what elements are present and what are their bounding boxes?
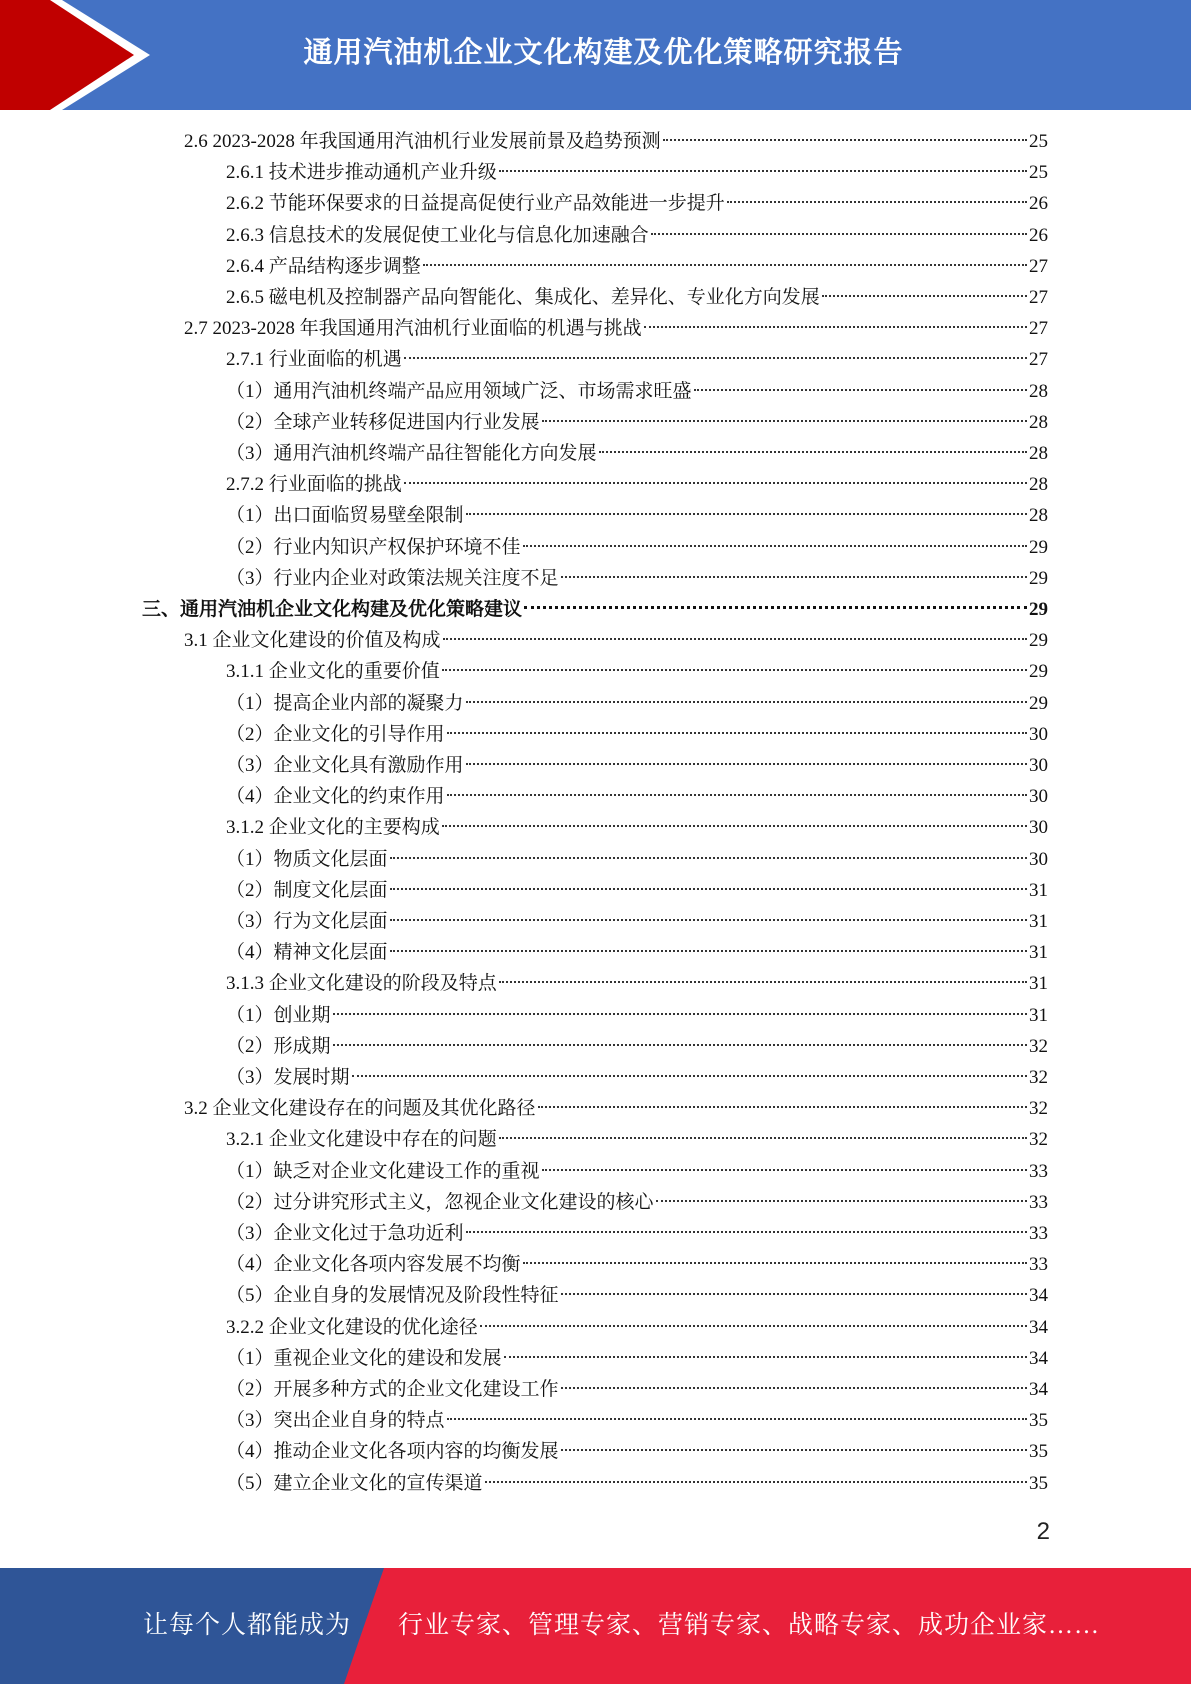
toc-entry-page: 26 <box>1029 193 1048 215</box>
toc-dot-leader <box>390 857 1027 859</box>
toc-entry[interactable] <box>226 1187 1048 1218</box>
toc-entry-page: 35 <box>1029 1441 1048 1463</box>
toc-dot-leader <box>523 545 1027 547</box>
toc-entry[interactable] <box>226 1031 1048 1062</box>
toc-entry-page: 33 <box>1029 1191 1048 1213</box>
toc-entry-page: 30 <box>1029 755 1048 776</box>
toc-entry-page: 34 <box>1029 1285 1048 1307</box>
toc-entry-page: 32 <box>1029 1067 1048 1088</box>
toc-entry-page: 30 <box>1029 786 1048 808</box>
toc-entry-page: 29 <box>1029 661 1048 683</box>
toc-dot-leader <box>390 950 1027 952</box>
toc-entry[interactable] <box>226 407 1048 438</box>
toc-entry-label: 2.6 2023-2028 年我国通用汽油机行业发展前景及趋势预测 <box>184 131 661 152</box>
toc-entry[interactable] <box>184 625 1048 656</box>
toc-entry[interactable] <box>226 688 1048 719</box>
toc-entry[interactable] <box>226 188 1048 219</box>
toc-entry-label: 2.6.1 技术进步推动通机产业升级 <box>226 162 497 184</box>
toc-entry[interactable] <box>226 1280 1048 1311</box>
toc-entry-label: （1）提高企业内部的凝聚力 <box>226 692 464 714</box>
toc-entry-page: 35 <box>1029 1472 1048 1494</box>
toc-dot-leader <box>523 1262 1027 1264</box>
toc-entry-page: 33 <box>1029 1254 1048 1276</box>
toc-entry[interactable] <box>226 844 1048 875</box>
toc-entry-label: （1）物质文化层面 <box>226 848 388 870</box>
toc-entry-label: （5）企业自身的发展情况及阶段性特征 <box>226 1285 559 1307</box>
toc-entry-label: 3.1 企业文化建设的价值及构成 <box>184 630 441 652</box>
page-header <box>0 0 1191 110</box>
toc-entry[interactable] <box>226 563 1048 594</box>
toc-dot-leader <box>651 233 1027 235</box>
toc-dot-leader <box>442 825 1027 827</box>
toc-dot-leader <box>561 1293 1027 1295</box>
toc-entry[interactable] <box>226 656 1048 687</box>
toc-entry-page: 29 <box>1029 630 1048 652</box>
toc-entry-page: 26 <box>1029 224 1048 246</box>
toc-dot-leader <box>480 1325 1027 1327</box>
toc-entry[interactable] <box>226 750 1048 781</box>
toc-entry-page: 30 <box>1029 848 1048 870</box>
toc-entry[interactable] <box>226 812 1048 843</box>
toc-entry-page: 31 <box>1029 973 1048 995</box>
toc-entry-label: （2）全球产业转移促进国内行业发展 <box>226 411 540 433</box>
toc-entry-page: 25 <box>1029 162 1048 184</box>
toc-entry-page: 31 <box>1029 1004 1048 1026</box>
toc-entry[interactable] <box>226 282 1048 313</box>
toc-entry-label: 3.1.1 企业文化的重要价值 <box>226 661 440 683</box>
toc-entry-page: 27 <box>1029 255 1048 277</box>
toc-dot-leader <box>524 606 1027 609</box>
toc-entry[interactable] <box>184 126 1048 157</box>
toc-entry[interactable] <box>226 438 1048 469</box>
toc-dot-leader <box>466 763 1027 765</box>
toc-entry[interactable] <box>226 719 1048 750</box>
toc-entry-label: 3.2 企业文化建设存在的问题及其优化路径 <box>184 1098 536 1120</box>
toc-entry-label: 3.2.1 企业文化建设中存在的问题 <box>226 1129 497 1151</box>
toc-entry[interactable] <box>226 1249 1048 1280</box>
toc-entry-label: （3）发展时期 <box>226 1067 350 1088</box>
toc-entry-label: （3）企业文化具有激励作用 <box>226 755 464 776</box>
toc-dot-leader <box>352 1075 1027 1077</box>
footer-slogan-right: 行业专家、管理专家、营销专家、战略专家、成功企业家…… <box>398 1612 1101 1639</box>
toc-entry-label: （3）通用汽油机终端产品往智能化方向发展 <box>226 443 597 464</box>
toc-entry[interactable] <box>226 376 1048 407</box>
toc-dot-leader <box>485 1481 1027 1483</box>
toc-dot-leader <box>561 1449 1027 1451</box>
toc-entry-label: （5）建立企业文化的宣传渠道 <box>226 1472 483 1494</box>
footer-slogan-left: 让每个人都能成为 <box>143 1612 352 1639</box>
toc-dot-leader <box>694 389 1027 391</box>
toc-dot-leader <box>542 420 1027 422</box>
toc-entry-label: 2.6.3 信息技术的发展促使工业化与信息化加速融合 <box>226 224 649 246</box>
toc-entry[interactable] <box>226 220 1048 251</box>
toc-entry-label: 2.6.4 产品结构逐步调整 <box>226 255 421 277</box>
page-number: 2 <box>1036 1518 1050 1545</box>
toc-entry-page: 30 <box>1029 817 1048 839</box>
toc-entry-page: 30 <box>1029 723 1048 745</box>
toc-dot-leader <box>504 1356 1027 1358</box>
toc-entry-page: 31 <box>1029 879 1048 901</box>
toc-dot-leader <box>466 513 1027 515</box>
report-title: 通用汽油机企业文化构建及优化策略研究报告 <box>303 34 904 69</box>
toc-entry-page: 29 <box>1029 692 1048 714</box>
toc-entry[interactable] <box>226 344 1048 375</box>
toc-entry-label: 2.7.2 行业面临的挑战 <box>226 474 402 496</box>
toc-entry-page: 34 <box>1029 1379 1048 1400</box>
toc-entry-label: 2.6.5 磁电机及控制器产品向智能化、集成化、差异化、专业化方向发展 <box>226 287 820 308</box>
toc-dot-leader <box>442 669 1027 671</box>
toc-entry[interactable] <box>184 313 1048 344</box>
toc-entry[interactable] <box>226 1124 1048 1155</box>
toc-entry-page: 27 <box>1029 287 1048 308</box>
toc-entry[interactable] <box>226 1468 1048 1499</box>
toc-entry-page: 28 <box>1029 443 1048 464</box>
toc-entry-page: 33 <box>1029 1223 1048 1244</box>
toc-dot-leader <box>443 638 1027 640</box>
toc-dot-leader <box>423 264 1027 266</box>
toc-dot-leader <box>499 981 1027 983</box>
toc-entry-label: （3）行业内企业对政策法规关注度不足 <box>226 567 559 589</box>
toc-dot-leader <box>499 170 1027 172</box>
toc-entry-page: 28 <box>1029 474 1048 496</box>
toc-entry[interactable] <box>226 1343 1048 1374</box>
toc-entry[interactable] <box>226 532 1048 563</box>
toc-entry-label: （4）企业文化的约束作用 <box>226 786 445 808</box>
toc-dot-leader <box>542 1169 1027 1171</box>
toc-entry-label: （2）行业内知识产权保护环境不佳 <box>226 536 521 558</box>
toc-entry[interactable] <box>226 1156 1048 1187</box>
toc-dot-leader <box>390 888 1027 890</box>
toc-dot-leader <box>333 1044 1027 1046</box>
toc-entry-page: 27 <box>1029 318 1048 340</box>
toc-entry[interactable] <box>226 157 1048 188</box>
toc-dot-leader <box>663 139 1027 141</box>
toc-dot-leader <box>466 1231 1027 1233</box>
toc-dot-leader <box>561 576 1027 578</box>
toc-entry-page: 31 <box>1029 942 1048 964</box>
toc-entry-label: 3.1.3 企业文化建设的阶段及特点 <box>226 973 497 995</box>
toc-entry-page: 29 <box>1029 567 1048 589</box>
toc-entry-page: 27 <box>1029 349 1048 371</box>
toc-entry-page: 32 <box>1029 1098 1048 1120</box>
toc-entry-page: 28 <box>1029 411 1048 433</box>
toc-entry-label: （2）企业文化的引导作用 <box>226 723 445 745</box>
toc-dot-leader <box>538 1106 1027 1108</box>
toc-dot-leader <box>447 732 1027 734</box>
toc-entry-label: 3.1.2 企业文化的主要构成 <box>226 817 440 839</box>
toc-dot-leader <box>561 1387 1027 1389</box>
toc-dot-leader <box>727 201 1027 203</box>
toc-entry-page: 32 <box>1029 1035 1048 1057</box>
toc-entry-label: （1）通用汽油机终端产品应用领域广泛、市场需求旺盛 <box>226 380 692 402</box>
toc-entry[interactable] <box>226 875 1048 906</box>
toc-entry-page: 34 <box>1029 1347 1048 1369</box>
toc-dot-leader <box>644 326 1027 328</box>
toc-entry-label: （2）制度文化层面 <box>226 879 388 901</box>
toc-entry-label: （4）企业文化各项内容发展不均衡 <box>226 1254 521 1276</box>
toc-entry-label: （3）企业文化过于急功近利 <box>226 1223 464 1244</box>
toc-entry-page: 35 <box>1029 1410 1048 1432</box>
toc-entry-label: 三、通用汽油机企业文化构建及优化策略建议 <box>142 599 523 620</box>
toc-entry-label: （4）精神文化层面 <box>226 942 388 964</box>
toc-entry-label: （1）重视企业文化的建设和发展 <box>226 1347 502 1369</box>
toc-entry[interactable] <box>226 906 1048 937</box>
toc-entry-page: 25 <box>1029 131 1048 152</box>
toc-entry-label: （3）行为文化层面 <box>226 911 388 932</box>
toc-dot-leader <box>656 1200 1027 1202</box>
toc-entry[interactable] <box>184 1093 1048 1124</box>
toc-entry[interactable] <box>226 1000 1048 1031</box>
toc-dot-leader <box>390 919 1027 921</box>
toc-entry-page: 33 <box>1029 1160 1048 1182</box>
toc-entry-page: 28 <box>1029 505 1048 527</box>
toc-dot-leader <box>333 1013 1027 1015</box>
toc-entry-label: （1）缺乏对企业文化建设工作的重视 <box>226 1160 540 1182</box>
toc-entry[interactable] <box>226 1436 1048 1467</box>
toc-entry-page: 34 <box>1029 1316 1048 1338</box>
toc-entry-label: 2.7.1 行业面临的机遇 <box>226 349 402 371</box>
toc-dot-leader <box>404 482 1027 484</box>
toc-entry-page: 29 <box>1029 536 1048 558</box>
toc-dot-leader <box>822 295 1027 297</box>
toc-dot-leader <box>447 1418 1027 1420</box>
toc-entry[interactable] <box>142 594 1048 625</box>
toc-dot-leader <box>599 451 1027 453</box>
toc-entry[interactable] <box>226 251 1048 282</box>
toc-entry-label: （4）推动企业文化各项内容的均衡发展 <box>226 1441 559 1463</box>
toc-entry[interactable] <box>226 1405 1048 1436</box>
toc-entry-label: （2）开展多种方式的企业文化建设工作 <box>226 1379 559 1400</box>
toc-dot-leader <box>466 701 1027 703</box>
toc-entry[interactable] <box>226 1218 1048 1249</box>
toc-entry-label: （1）出口面临贸易壁垒限制 <box>226 505 464 527</box>
toc-entry[interactable] <box>226 500 1048 531</box>
toc-entry-label: （3）突出企业自身的特点 <box>226 1410 445 1432</box>
toc-dot-leader <box>404 357 1027 359</box>
toc-dot-leader <box>447 794 1027 796</box>
toc-entry-label: 3.2.2 企业文化建设的优化途径 <box>226 1316 478 1338</box>
toc-entry[interactable] <box>226 781 1048 812</box>
toc-entry-page: 28 <box>1029 380 1048 402</box>
toc-dot-leader <box>499 1137 1027 1139</box>
toc-entry-label: （1）创业期 <box>226 1004 331 1026</box>
toc-entry-page: 29 <box>1029 599 1048 620</box>
toc-entry-label: 2.6.2 节能环保要求的日益提高促使行业产品效能进一步提升 <box>226 193 725 215</box>
toc-entry-label: （2）形成期 <box>226 1035 331 1057</box>
toc-entry[interactable] <box>226 469 1048 500</box>
toc-entry-page: 31 <box>1029 911 1048 932</box>
toc-entry[interactable] <box>226 1374 1048 1405</box>
toc-entry[interactable] <box>226 1062 1048 1093</box>
toc-entry[interactable] <box>226 937 1048 968</box>
toc-entry[interactable] <box>226 968 1048 999</box>
toc-entry-label: 2.7 2023-2028 年我国通用汽油机行业面临的机遇与挑战 <box>184 318 642 340</box>
toc-entry-label: （2）过分讲究形式主义，忽视企业文化建设的核心 <box>226 1191 654 1213</box>
toc-entry[interactable] <box>226 1312 1048 1343</box>
page-footer <box>0 1568 1191 1684</box>
toc-entry-page: 32 <box>1029 1129 1048 1151</box>
